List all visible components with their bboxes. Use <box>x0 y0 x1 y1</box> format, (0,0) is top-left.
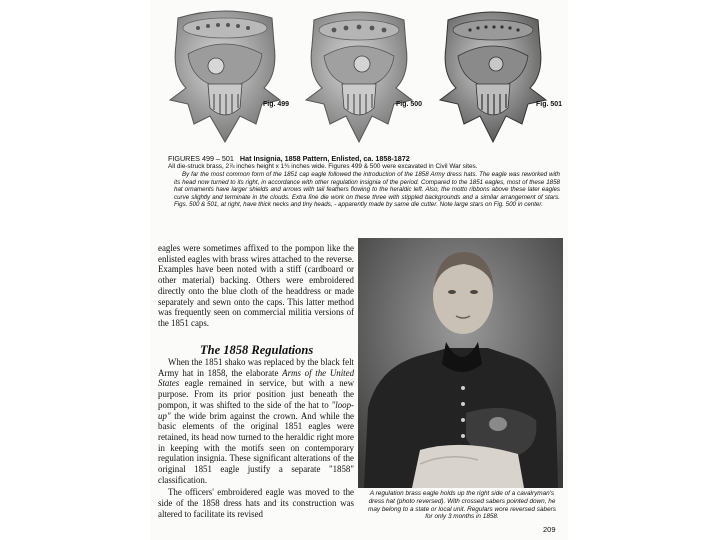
para2-italic-loop-up: "loop-up" <box>158 399 354 421</box>
paragraph-2 <box>158 357 354 520</box>
photo-caption: A regulation brass eagle holds up the right side of a cavalryman's dress hat (photo reversed). With crossed sabers pointed down, he may belong to a state or local unit. Regulars wore reversed sabers for only 3 months in 1858. <box>368 490 556 521</box>
para2-part-a: When the 1851 shako was replaced by the black felt Army hat in 1858, the elaborate <box>158 357 354 378</box>
figure-title: Hat Insignia, 1858 Pattern, Enlisted, ca. 1858-1872 <box>239 154 410 163</box>
fig-label-501: Fig. 501 <box>536 101 563 108</box>
fig-label-500: Fig. 500 <box>396 101 423 108</box>
hat-insignia-fig-499 <box>158 4 292 150</box>
figure-numbers: FIGURES 499 – 501 <box>168 154 234 163</box>
figure-caption-heading <box>168 155 558 163</box>
figure-caption-body: By far the most common form of the 1851 cap eagle followed the introduction of the 1858 Army dress hats. The eagle was reworked with its head now turned to its right, in accordance with other regulation insignia of the period. Compared to the 1851 eagles, most of these 1858 hat ornaments have larger shields and arrows with tail feathers flowing to the heraldic left. Also, the motto ribbons above these later eagles curve slightly and terminate in the clouds. Extra fine die work on these three with stippled backgrounds and a similar arrangement of stars. Figs. 500 & 501, at right, have thick necks and tiny heads, - apparently made by same die cutter. Note large stars on Fig. 500 in center. <box>174 171 560 209</box>
book-page <box>150 0 568 540</box>
paragraph-1 <box>158 243 354 329</box>
figure-caption-subtitle: All die-struck brass, 2⅞ inches height x 1¾ inches wide. Figures 499 & 500 were excavated in Civil War sites. <box>168 163 478 170</box>
para2-italic-arms: Arms of the United States <box>158 367 355 389</box>
page-number: 209 <box>543 525 556 534</box>
paragraph-3-text: The officers' embroidered eagle was moved to the side of the 1858 dress hats and its construction was altered to facilitate its revised <box>158 487 354 519</box>
para2-part-b: eagle remained in service, but with a new purpose. From its prior position just beneath the pompon, it was shifted to the side of the hat to <box>158 378 354 410</box>
hat-insignia-fig-501 <box>426 4 563 150</box>
paragraph-1-text: eagles were sometimes affixed to the pompon like the enlisted eagles with brass wires attached to the reverse. Examples have been noted with a stiff (cardboard or other material) backing. Others were embroidered directly onto the blue cloth of the headdress or made separately and sewn onto the caps. This latter method was frequently seen on commercial militia versions of the 1851 caps. <box>158 243 354 328</box>
para2-part-c: the wide brim against the crown. And while the basic elements of the original 1851 eagles were retained, its head now turned to the heraldic right more in keeping with the motifs seen on contemporary regulation insignia. These significant alterations of the original 1851 eagle justify a separate "1858" classification. <box>158 410 354 485</box>
fig-label-499: Fig. 499 <box>263 101 290 108</box>
cavalryman-photo <box>358 238 563 488</box>
section-heading: The 1858 Regulations <box>200 343 314 357</box>
paragraph-2-text <box>158 357 354 485</box>
hat-insignia-fig-500 <box>292 4 426 150</box>
